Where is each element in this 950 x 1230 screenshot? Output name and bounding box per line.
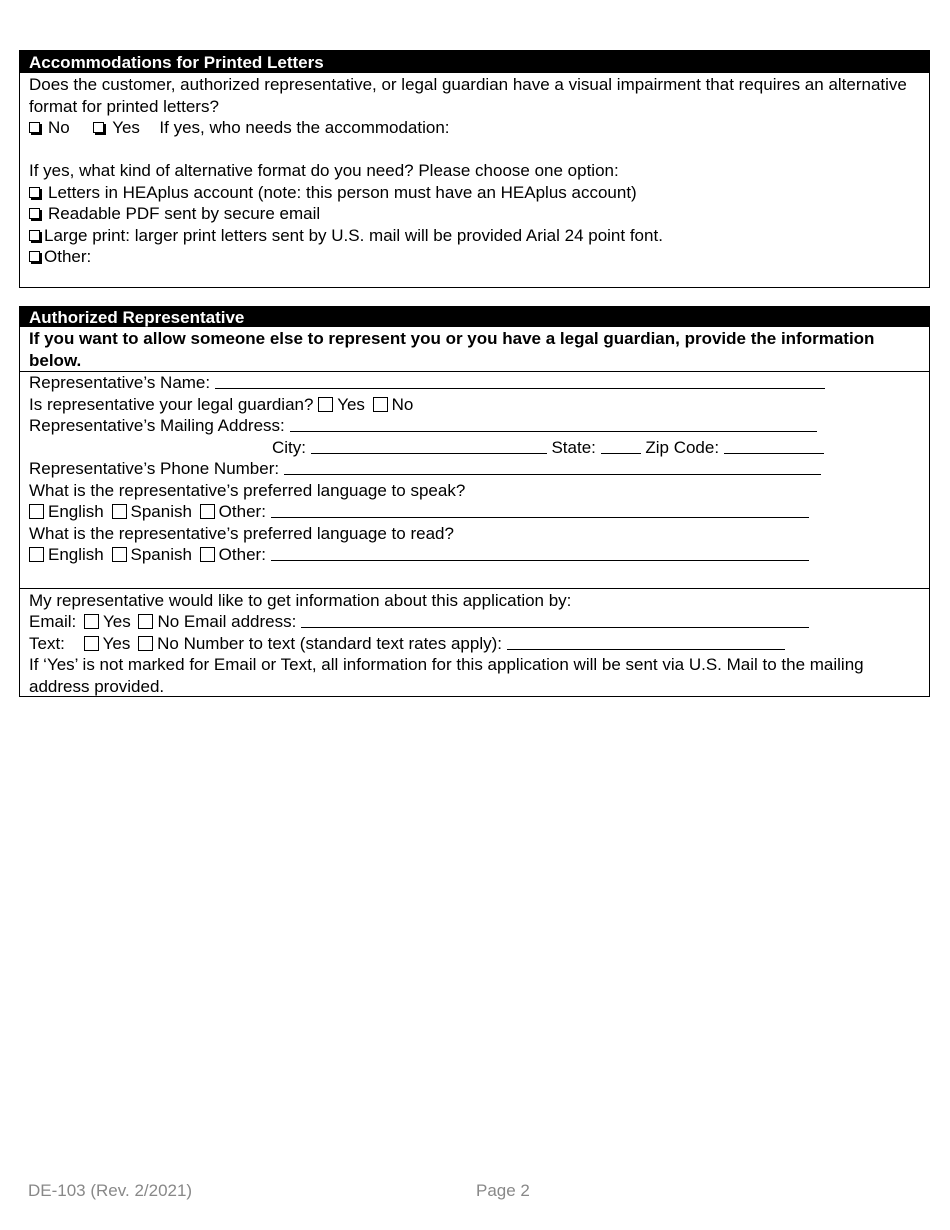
speak-language-question: What is the representative’s preferred language to speak?: [29, 480, 466, 500]
format-option-large-print: [29, 225, 920, 247]
accommodations-heading: Accommodations for Printed Letters: [20, 51, 929, 73]
format-option-heaplus: [29, 182, 920, 204]
zip-code-label: Zip Code:: [645, 437, 720, 457]
email-no-label: No: [157, 612, 180, 631]
state-label: State:: [551, 437, 596, 457]
zip-code-field[interactable]: [724, 438, 824, 454]
email-preference-row: [29, 611, 920, 633]
impairment-no-label: No: [48, 118, 70, 137]
rep-address-field[interactable]: [290, 416, 817, 432]
accommodations-section: [19, 50, 930, 288]
speak-other-label: Other:: [218, 502, 266, 521]
email-yes-checkbox[interactable]: [84, 614, 99, 629]
email-preference-label: Email:: [29, 612, 77, 631]
contact-preference-intro: My representative would like to get information about this application by:: [29, 590, 572, 610]
representative-intro: If you want to allow someone else to represent you or you have a legal guardian, provide the information below.: [29, 329, 875, 370]
read-english-label: English: [48, 545, 104, 564]
city-field[interactable]: [311, 438, 547, 454]
guardian-no-checkbox[interactable]: [373, 397, 388, 412]
rep-address-label: Representative’s Mailing Address:: [29, 416, 285, 435]
guardian-no-label: No: [391, 394, 414, 414]
read-spanish-label: Spanish: [130, 545, 192, 564]
form-id: DE-103 (Rev. 2/2021): [28, 1181, 193, 1200]
read-other-label: Other:: [218, 545, 266, 564]
format-pdf-checkbox[interactable]: [29, 208, 40, 219]
format-other-label: Other:: [44, 247, 92, 266]
speak-language-row: [29, 501, 920, 523]
format-option-pdf: [29, 203, 920, 225]
format-pdf-label: Readable PDF sent by secure email: [48, 204, 321, 223]
page-number: Page 2: [476, 1181, 530, 1200]
read-other-checkbox[interactable]: [200, 547, 215, 562]
format-large-print-label: Large print: larger print letters sent by U.S. mail will be provided Arial 24 point font.: [44, 225, 663, 245]
rep-phone-row: [29, 458, 920, 480]
who-needs-label: If yes, who needs the accommodation:: [159, 118, 450, 137]
read-language-question: What is the representative’s preferred language to read?: [29, 523, 454, 543]
text-yes-label: Yes: [102, 633, 131, 653]
state-field[interactable]: [601, 438, 641, 454]
text-preference-label: Text:: [29, 633, 65, 653]
read-spanish-checkbox[interactable]: [112, 547, 127, 562]
email-no-checkbox[interactable]: [138, 614, 153, 629]
speak-other-checkbox[interactable]: [200, 504, 215, 519]
rep-name-field[interactable]: [215, 373, 825, 389]
text-number-field[interactable]: [507, 634, 785, 650]
text-no-checkbox[interactable]: [138, 636, 153, 651]
text-number-label: Number to text (standard text rates apply):: [183, 633, 502, 653]
email-address-field[interactable]: [301, 612, 809, 628]
impairment-no-checkbox[interactable]: [29, 122, 40, 133]
legal-guardian-label: Is representative your legal guardian?: [29, 394, 314, 414]
city-label: City:: [272, 437, 306, 457]
rep-name-label: Representative’s Name:: [29, 373, 211, 392]
read-other-field[interactable]: [271, 545, 809, 561]
speak-spanish-label: Spanish: [130, 502, 192, 521]
legal-guardian-row: [29, 394, 920, 416]
text-no-label: No: [157, 633, 179, 653]
format-large-print-checkbox[interactable]: [29, 230, 40, 241]
authorized-representative-heading: Authorized Representative: [20, 307, 929, 327]
rep-city-state-zip-row: [29, 437, 920, 459]
format-question: If yes, what kind of alternative format do you need? Please choose one option:: [29, 161, 619, 180]
text-preference-row: [29, 633, 920, 655]
read-english-checkbox[interactable]: [29, 547, 44, 562]
guardian-yes-checkbox[interactable]: [318, 397, 333, 412]
rep-phone-label: Representative’s Phone Number:: [29, 459, 280, 478]
speak-spanish-checkbox[interactable]: [112, 504, 127, 519]
format-heaplus-label: Letters in HEAplus account (note: this person must have an HEAplus account): [48, 182, 637, 202]
format-other-checkbox[interactable]: [29, 251, 40, 262]
format-option-other: [29, 246, 920, 268]
mail-default-note: If ‘Yes’ is not marked for Email or Text, all information for this application will be sent via U.S. Mail to the mailing address provided.: [29, 655, 864, 696]
email-address-label: Email address:: [183, 612, 297, 631]
speak-english-checkbox[interactable]: [29, 504, 44, 519]
format-heaplus-checkbox[interactable]: [29, 187, 40, 198]
authorized-representative-section: [19, 306, 930, 697]
impairment-answer-row: [29, 117, 920, 139]
text-yes-checkbox[interactable]: [84, 636, 99, 651]
guardian-yes-label: Yes: [337, 394, 365, 414]
rep-phone-field[interactable]: [284, 459, 821, 475]
impairment-yes-checkbox[interactable]: [93, 122, 104, 133]
rep-address-row: [29, 415, 920, 437]
speak-english-label: English: [48, 502, 104, 521]
email-yes-label: Yes: [102, 612, 131, 631]
speak-other-field[interactable]: [271, 502, 809, 518]
visual-impairment-question: Does the customer, authorized representative, or legal guardian have a visual impairment that requires an alternative format for printed letters?: [29, 75, 907, 116]
impairment-yes-label: Yes: [112, 118, 140, 137]
read-language-row: [29, 544, 920, 566]
rep-name-row: [29, 372, 920, 394]
